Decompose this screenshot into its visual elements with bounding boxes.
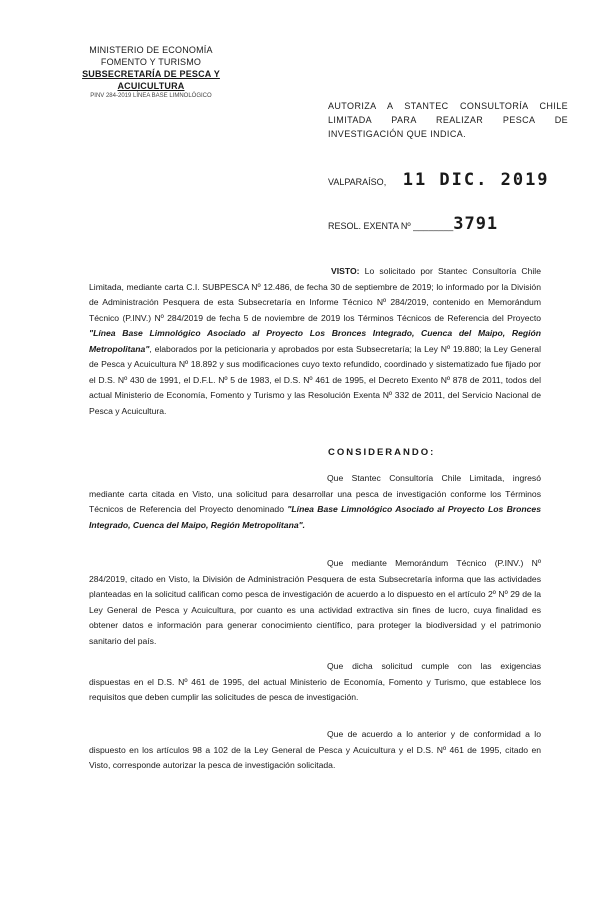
subsecretaria-name: SUBSECRETARÍA DE PESCA Y ACUICULTURA xyxy=(82,69,220,91)
ministry-name: MINISTERIO DE ECONOMÍA xyxy=(89,45,213,55)
date-stamp: 11 DIC. 2019 xyxy=(402,170,550,190)
place: VALPARAÍSO, xyxy=(328,177,387,187)
considerando-1-text: Que Stantec Consultoría Chile Limitada, ingresó mediante carta citada en Visto, una solicitud para desarrollar una pesca de investigación conforme los Términos Técnicos de Referencia del Proyecto denominado xyxy=(89,473,541,514)
visto-paragraph xyxy=(89,264,541,419)
resolution-number xyxy=(328,214,498,234)
document-reference: PINV 284-2019 LÍNEA BASE LIMNOLÓGICO xyxy=(90,93,212,99)
considerando-paragraph-1 xyxy=(89,471,541,533)
visto-text-2: , elaborados por la peticionaria y aprobados por esta Subsecretaría; la Ley Nº 19.880; la Ley General de Pesca y Acuicultura Nº 18.892 y sus modificaciones cuyo texto refundido, coordinado y sistematizado fue fijado por el D.S. Nº 430 de 1991, el D.F.L. Nº 5 de 1983, el D.S. Nº 461 de 1995, el Decreto Exento Nº 878 de 2011, todos del actual Ministerio de Economía, Fomento y Turismo y las Resolución Exenta Nº 332 de 2011, del Servicio Nacional de Pesca y Acuicultura. xyxy=(89,343,541,416)
considerando-1-project: "Línea Base Limnológico Asociado al Proyecto Los Bronces Integrado, Cuenca del Maipo, Región Metropolitana". xyxy=(89,504,541,530)
resolution-label: RESOL. EXENTA Nº xyxy=(328,221,411,231)
visto-text-1: Lo solicitado por Stantec Consultoría Chile Limitada, mediante carta C.I. SUBPESCA Nº 12.486, de fecha 30 de septiembre de 2019; lo informado por la División de Administración Pesquera de esta Subsecretaría en Informe Técnico Nº 284/2019, contenido en Memorándum Técnico (P.INV.) Nº 284/2019 de fecha 5 de noviembre de 2019 los Términos Técnicos de Referencia del Proyecto xyxy=(89,266,541,323)
considerando-paragraph-2 xyxy=(89,556,541,649)
visto-label: VISTO: xyxy=(331,266,360,276)
resolution-number-stamp: 3791 xyxy=(453,214,499,234)
considerando-paragraph-3 xyxy=(89,659,541,706)
considerando-paragraph-4 xyxy=(89,727,541,774)
considerando-4-text: Que de acuerdo a lo anterior y de conformidad a lo dispuesto en los artículos 98 a 102 de la Ley General de Pesca y Acuicultura y el D.S. Nº 461 de 1995, citado en Visto, corresponde autorizar la pesca de investigación solicitada. xyxy=(89,729,541,770)
considerando-heading: CONSIDERANDO: xyxy=(328,447,436,458)
visto-project-name: "Línea Base Limnológico Asociado al Proyecto Los Bronces Integrado, Cuenca del Maipo, Región Metropolitana" xyxy=(89,328,541,354)
resolution-blank: ________ xyxy=(413,221,454,231)
considerando-2-text: Que mediante Memorándum Técnico (P.INV.) Nº 284/2019, citado en Visto, la División de Administración Pesquera de esta Subsecretaría informa que las actividades planteadas en la solicitud califican como pesca de investigación de acuerdo a lo dispuesto en el artículo 2º Nº 29 de la Ley General de Pesca y Acuicultura, por cuanto es una actividad extractiva sin fines de lucro, cuya finalidad es obtener datos e información para generar conocimiento científico, para proteger la biodiversidad y el patrimonio sanitario del país. xyxy=(89,558,541,646)
place-date xyxy=(328,170,550,190)
resolution-subject: AUTORIZA A STANTEC CONSULTORÍA CHILE LIMITADA PARA REALIZAR PESCA DE INVESTIGACIÓN QUE INDICA. xyxy=(328,101,568,139)
institution-header xyxy=(56,44,246,101)
ministry-name-line2: FOMENTO Y TURISMO xyxy=(100,57,202,67)
considerando-3-text: Que dicha solicitud cumple con las exigencias dispuestas en el D.S. Nº 461 de 1995, del actual Ministerio de Economía, Fomento y Turismo, que establece los requisitos que deben cumplir las solicitudes de pesca de investigación. xyxy=(89,661,541,702)
